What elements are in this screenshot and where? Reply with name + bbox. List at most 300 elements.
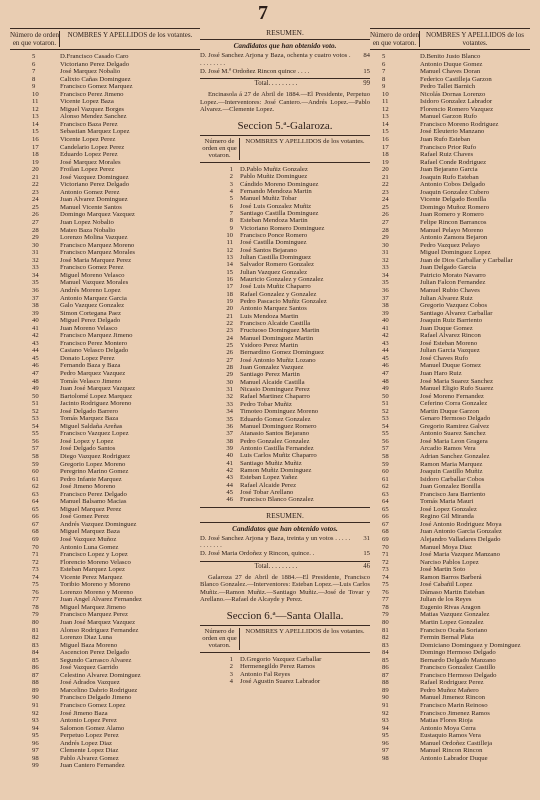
voter-name: Tomás Velasco Jimeno bbox=[60, 377, 122, 385]
voter-row bbox=[10, 408, 200, 416]
voter-name: Julian Garcia Vazquez bbox=[420, 347, 480, 355]
voter-number: 13 bbox=[382, 113, 389, 121]
voter-number: 1 bbox=[229, 165, 233, 173]
voter-number: 81 bbox=[32, 626, 39, 634]
voter-name: Manuel Vazquez Morales bbox=[60, 279, 129, 287]
voter-number: 36 bbox=[32, 286, 39, 294]
voter-row bbox=[370, 234, 530, 242]
voter-name: José Luis Muñiz Chaparro bbox=[240, 283, 311, 291]
voter-number: 60 bbox=[32, 468, 39, 476]
voter-name: Tomás Maria Mauri bbox=[420, 498, 474, 506]
voter-row bbox=[370, 257, 530, 265]
voter-row bbox=[10, 755, 200, 763]
voter-number: 65 bbox=[32, 505, 39, 513]
voter-name: Manuel Eligio Rufo Suarez bbox=[420, 385, 494, 393]
voter-name: Genaro Hermoso Delgado bbox=[420, 415, 491, 423]
voter-row bbox=[10, 694, 200, 702]
voter-number: 9 bbox=[382, 83, 386, 91]
voter-row bbox=[370, 181, 530, 189]
voter-number: 93 bbox=[32, 717, 39, 725]
voter-row bbox=[370, 98, 530, 106]
voter-number: 97 bbox=[382, 747, 389, 755]
voter-row bbox=[370, 385, 530, 393]
voter-name: Matias Flores Rioja bbox=[420, 717, 473, 725]
voter-number: 62 bbox=[382, 483, 389, 491]
voter-number: 33 bbox=[382, 264, 389, 272]
voter-row bbox=[10, 287, 200, 295]
voter-name: Rafael Ruiz Chaves bbox=[420, 151, 474, 159]
voter-number: 46 bbox=[226, 496, 233, 504]
voter-name: Miguel Marquez Perez bbox=[60, 505, 122, 513]
voter-number: 86 bbox=[382, 664, 389, 672]
voter-number: 58 bbox=[32, 452, 39, 460]
voter-number: 42 bbox=[226, 466, 233, 474]
voter-name: Miguel Saldaña Areñas bbox=[60, 422, 123, 430]
voter-row bbox=[370, 596, 530, 604]
voter-name: Isidoro Carballar Cobos bbox=[420, 475, 485, 483]
voter-row bbox=[370, 121, 530, 129]
voter-name: Pedro Infante Marquez bbox=[60, 475, 122, 483]
voter-number: 93 bbox=[382, 717, 389, 725]
voter-number: 34 bbox=[382, 271, 389, 279]
voter-number: 26 bbox=[382, 211, 389, 219]
voter-row bbox=[10, 393, 200, 401]
candidate-votes: 15 bbox=[363, 67, 370, 75]
voter-name: Pedro Vazquez Pelayo bbox=[420, 241, 480, 249]
voter-name: Juan José Marquez Vazquez bbox=[60, 385, 136, 393]
voter-row bbox=[10, 702, 200, 710]
voter-row bbox=[370, 272, 530, 280]
closing-paragraph: Galaroza 27 de Abril de 1884.—El Presidente, Francisco Blanco Gonzalez.—Interventores: Esteban Lopez.—Luis Carlos Muñiz.—Ramon Muñiz.—Santiago Muñiz.—José de Tovar y Arellano.—Rafael de Alcayde y Perez. bbox=[200, 574, 370, 604]
voter-number: 9 bbox=[32, 83, 36, 91]
voter-row bbox=[370, 151, 530, 159]
voter-name: Pedro Tallet Barnich bbox=[420, 83, 476, 91]
voter-row bbox=[10, 762, 200, 770]
voter-row bbox=[200, 496, 370, 503]
voter-name: Ascencion Perez Delgado bbox=[60, 649, 130, 657]
voter-name: Esteban Marquez Lopez bbox=[60, 566, 125, 574]
voter-row bbox=[10, 189, 200, 197]
voter-name: Adrian Sanchez Gonzalez bbox=[420, 452, 490, 460]
voter-name: Joaquin Rufo Esteban bbox=[420, 173, 479, 181]
voter-number: 80 bbox=[382, 619, 389, 627]
voter-row bbox=[370, 249, 530, 257]
voter-number: 41 bbox=[32, 324, 39, 332]
voter-row bbox=[10, 166, 200, 174]
voter-name: Lorenzo Molina Vazquez bbox=[60, 234, 128, 242]
voter-number: 67 bbox=[382, 520, 389, 528]
voter-row bbox=[370, 264, 530, 272]
voter-row bbox=[370, 166, 530, 174]
voter-row bbox=[370, 445, 530, 453]
voter-row bbox=[370, 400, 530, 408]
voter-name: Esteban Lopez Yañez bbox=[240, 474, 298, 482]
voter-name: Diego Vazquez Rodriguez bbox=[60, 452, 131, 460]
voter-name: José Maria Marquez Perez bbox=[60, 256, 132, 264]
voter-row bbox=[370, 378, 530, 386]
voter-name: Francisco Gomez Marquez bbox=[60, 83, 133, 91]
voter-name: Simon Cortegana Paez bbox=[60, 309, 121, 317]
voter-number: 96 bbox=[32, 739, 39, 747]
voter-number: 14 bbox=[382, 120, 389, 128]
voter-name: Francisco Prior Rufo bbox=[420, 143, 477, 151]
voter-row bbox=[370, 710, 530, 718]
voter-row bbox=[370, 513, 530, 521]
voter-names-header: NOMBRES Y APELLIDOS de los votantes. bbox=[245, 137, 365, 145]
voter-name: José Tobar Arellano bbox=[240, 488, 294, 496]
voter-number: 11 bbox=[32, 98, 39, 106]
voter-number: 18 bbox=[226, 290, 233, 298]
voter-number: 29 bbox=[226, 371, 233, 379]
voter-name: Tomás Marquez Baza bbox=[60, 415, 119, 423]
voter-number: 27 bbox=[32, 219, 39, 227]
voter-row bbox=[10, 649, 200, 657]
voter-name: Francisco Ponce Romero bbox=[240, 231, 308, 239]
voter-row bbox=[370, 717, 530, 725]
voter-row bbox=[200, 474, 370, 481]
voter-row bbox=[200, 210, 370, 217]
voter-number: 98 bbox=[382, 754, 389, 762]
voter-number: 85 bbox=[382, 656, 389, 664]
voter-name: Antonio Labrador Duque bbox=[420, 754, 488, 762]
voter-name: Juan Bejarano Garcia bbox=[420, 166, 478, 174]
voter-name: D.Benito Justo Blanco bbox=[420, 53, 481, 60]
voter-row bbox=[10, 106, 200, 114]
candidate-row bbox=[200, 68, 370, 76]
voter-row bbox=[370, 649, 530, 657]
voter-number: 87 bbox=[32, 671, 39, 679]
voter-row bbox=[370, 551, 530, 559]
voter-number: 37 bbox=[32, 294, 39, 302]
voter-name: D.Gregorio Vazquez Carballar bbox=[240, 655, 322, 663]
voter-number: 50 bbox=[382, 392, 389, 400]
voter-name: Manuel Dominguez Romero bbox=[240, 422, 317, 430]
voter-name: Francisco Lopez y Lopez bbox=[60, 551, 128, 559]
voter-number: 31 bbox=[226, 386, 233, 394]
voter-name: Juan Cantero Fernandez bbox=[60, 762, 125, 770]
voter-row bbox=[370, 468, 530, 476]
voter-name: Bernardino Gomez Dominguez bbox=[240, 349, 324, 357]
voter-name: Juan Haro Ruiz bbox=[420, 369, 462, 377]
voter-name: Francisco Jimenez Ramos bbox=[420, 709, 490, 717]
voter-number: 11 bbox=[382, 98, 389, 106]
voter-name: Froilan Lopez Perez bbox=[60, 166, 115, 174]
voter-row bbox=[200, 181, 370, 188]
voter-row bbox=[10, 159, 200, 167]
voter-name: Domingo Marquez Vazquez bbox=[60, 211, 135, 219]
voter-name: Julian Castilla Dominguez bbox=[240, 253, 311, 261]
voter-number: 79 bbox=[32, 611, 39, 619]
voter-number: 12 bbox=[226, 246, 233, 254]
voter-number: 68 bbox=[382, 528, 389, 536]
voter-name: Antonio Suarez Sanchez bbox=[420, 430, 486, 438]
voter-name: Florencio Moreno Velasco bbox=[60, 558, 131, 566]
voter-number: 28 bbox=[226, 364, 233, 372]
voter-row bbox=[200, 482, 370, 489]
voter-name: Miguel Dominguez Lopez bbox=[420, 249, 491, 257]
voter-number: 77 bbox=[32, 596, 39, 604]
voter-row bbox=[370, 747, 530, 755]
voter-number: 39 bbox=[382, 309, 389, 317]
voter-name: Rafael Gonzalez y Gonzalez bbox=[240, 290, 317, 298]
section-6-title: Seccion 6.ª—Santa Olalla. bbox=[226, 609, 344, 622]
voter-number: 20 bbox=[32, 166, 39, 174]
voter-name: José Maria Leon Gragera bbox=[420, 437, 488, 445]
voter-number: 19 bbox=[382, 158, 389, 166]
voter-name: José Chaves Rufo bbox=[420, 354, 468, 362]
voter-number: 91 bbox=[382, 702, 389, 710]
voter-row bbox=[370, 634, 530, 642]
voter-table-header bbox=[370, 28, 530, 50]
voter-name: Miguel Perez Delgado bbox=[60, 317, 121, 325]
voter-number: 14 bbox=[226, 261, 233, 269]
voter-name: Julian Vazquez Gonzalez bbox=[240, 268, 308, 276]
voter-row bbox=[10, 679, 200, 687]
voter-row bbox=[10, 627, 200, 635]
voter-name: Francisco Gomez Perez bbox=[60, 264, 124, 272]
voter-row bbox=[10, 121, 200, 129]
voter-row bbox=[10, 717, 200, 725]
voter-name: José Gomez Perez bbox=[60, 513, 110, 521]
voter-number: 94 bbox=[382, 724, 389, 732]
voter-row bbox=[370, 627, 530, 635]
candidate-name: D. José Sanchez Arjona y Baza, treinta y un votos . . . . . . . . . . . . bbox=[200, 534, 351, 550]
voter-row bbox=[200, 386, 370, 393]
voter-number: 92 bbox=[382, 709, 389, 717]
voter-row bbox=[200, 254, 370, 261]
voter-number: 41 bbox=[226, 459, 233, 467]
voter-name: Victoriano Perez Delgado bbox=[60, 181, 130, 189]
voter-number: 65 bbox=[382, 505, 389, 513]
candidates-subtitle: Candidatos que han obtenido votos. bbox=[232, 524, 338, 533]
voter-number: 21 bbox=[226, 312, 233, 320]
voter-number: 62 bbox=[32, 483, 39, 491]
voter-row bbox=[10, 211, 200, 219]
voter-row bbox=[10, 61, 200, 69]
voter-row bbox=[370, 611, 530, 619]
voter-number: 30 bbox=[382, 241, 389, 249]
voter-name: Santiago Alvarez Carballar bbox=[420, 309, 493, 317]
voter-number: 2 bbox=[229, 173, 233, 181]
voter-name: José Martin Soto bbox=[420, 566, 466, 574]
voter-name: Perpetuo Lopez Perez bbox=[60, 732, 119, 740]
voter-number: 49 bbox=[32, 385, 39, 393]
voter-row bbox=[370, 483, 530, 491]
total-row bbox=[200, 561, 370, 571]
voter-row bbox=[10, 634, 200, 642]
voter-name: Manuel Duque Gomez bbox=[420, 362, 481, 370]
voter-number: 78 bbox=[32, 603, 39, 611]
voter-number: 52 bbox=[382, 407, 389, 415]
voter-number: 12 bbox=[382, 105, 389, 113]
voter-number: 24 bbox=[32, 196, 39, 204]
voter-name: José Lopez y Lopez bbox=[60, 437, 114, 445]
voter-number: 45 bbox=[32, 354, 39, 362]
voter-row bbox=[370, 498, 530, 506]
voter-name: José Marquez Morales bbox=[60, 158, 121, 166]
order-number-header: Número de orden en que votaron. bbox=[10, 31, 59, 47]
voter-name: Francisco Alcaide Castilla bbox=[240, 320, 311, 328]
voter-name: Manuel Rubio Chaves bbox=[420, 286, 480, 294]
voter-name: José Cabañil Lopez bbox=[420, 581, 473, 589]
voter-number: 13 bbox=[226, 253, 233, 261]
voter-name: Eduardo Gomez Gonzalez bbox=[240, 415, 311, 423]
voter-row bbox=[10, 272, 200, 280]
voter-number: 22 bbox=[32, 181, 39, 189]
voter-row bbox=[10, 196, 200, 204]
voter-name: Antonio Lopez Perez bbox=[60, 717, 117, 725]
voter-number: 78 bbox=[382, 603, 389, 611]
voter-number: 28 bbox=[382, 226, 389, 234]
voter-number: 21 bbox=[32, 173, 39, 181]
voter-name: Juan Moreno Velasco bbox=[60, 324, 118, 332]
voter-name: José Jimeno Baza bbox=[60, 709, 108, 717]
voter-row bbox=[370, 642, 530, 650]
voter-row bbox=[370, 174, 530, 182]
voter-name: José Vazquez Garrido bbox=[60, 664, 119, 672]
voter-name: Andrés Vazquez Dominguez bbox=[60, 520, 137, 528]
voter-row bbox=[10, 332, 200, 340]
voter-number: 24 bbox=[226, 334, 233, 342]
voter-number: 28 bbox=[32, 226, 39, 234]
voter-row bbox=[200, 247, 370, 254]
voter-name: Jacinto Rodriguez Moreno bbox=[60, 400, 132, 408]
voter-name: Vicente Lopez Perez bbox=[60, 136, 116, 144]
voter-number: 66 bbox=[382, 513, 389, 521]
voter-row bbox=[10, 144, 200, 152]
voter-row bbox=[10, 219, 200, 227]
voter-number: 40 bbox=[226, 452, 233, 460]
voter-row bbox=[10, 264, 200, 272]
voter-number: 8 bbox=[229, 217, 233, 225]
voter-number: 66 bbox=[32, 513, 39, 521]
voter-name: Juan Delgado Garcia bbox=[420, 264, 477, 272]
voter-number: 89 bbox=[382, 686, 389, 694]
voter-row bbox=[10, 732, 200, 740]
voter-row bbox=[200, 393, 370, 400]
voter-number: 69 bbox=[32, 536, 39, 543]
voter-row bbox=[370, 574, 530, 582]
voter-number: 33 bbox=[226, 400, 233, 408]
voter-number: 37 bbox=[382, 294, 389, 302]
voter-number: 74 bbox=[382, 573, 389, 581]
voter-number: 24 bbox=[382, 196, 389, 204]
voter-row bbox=[370, 408, 530, 416]
voter-number: 43 bbox=[226, 474, 233, 482]
order-number-header: Número de orden en que votaron. bbox=[200, 628, 240, 650]
voter-number: 4 bbox=[229, 677, 233, 685]
total-label: Total. . . . . . . . . bbox=[254, 80, 298, 88]
voter-number: 30 bbox=[32, 241, 39, 249]
voter-number: 3 bbox=[229, 670, 233, 678]
voter-row bbox=[10, 317, 200, 325]
voter-number: 42 bbox=[382, 332, 389, 340]
voter-row bbox=[370, 687, 530, 695]
candidate-votes: 84 bbox=[363, 52, 370, 59]
voter-name: José Luis Gonzalez Muñiz bbox=[240, 202, 312, 210]
voter-row bbox=[200, 276, 370, 283]
voter-name: Alonso Rodriguez Fernandez bbox=[60, 626, 139, 634]
voter-row bbox=[200, 671, 370, 678]
voter-number: 30 bbox=[226, 378, 233, 386]
voter-names-header: NOMBRES Y APELLIDOS de los votantes. bbox=[426, 31, 524, 47]
total-value: 99 bbox=[363, 80, 370, 88]
middle-column bbox=[200, 28, 370, 685]
voter-row bbox=[370, 694, 530, 702]
voter-row bbox=[10, 415, 200, 423]
voter-row bbox=[370, 113, 530, 121]
voter-name: Juan Antonio Garcia Gonzalez bbox=[420, 528, 502, 536]
voter-number: 32 bbox=[226, 393, 233, 401]
voter-row bbox=[370, 657, 530, 665]
voter-row bbox=[200, 364, 370, 371]
voter-row bbox=[370, 159, 530, 167]
voter-number: 2 bbox=[229, 663, 233, 671]
voter-row bbox=[10, 227, 200, 235]
voter-name: Julian Falcon Fernandez bbox=[420, 279, 486, 287]
voter-name: Manuel Balsamo Macias bbox=[60, 498, 127, 506]
voter-number: 42 bbox=[32, 332, 39, 340]
voter-row bbox=[200, 335, 370, 342]
voter-row bbox=[370, 144, 530, 152]
voter-row bbox=[10, 521, 200, 529]
voter-name: José Antonio Muñiz Lozano bbox=[240, 356, 316, 364]
voter-name: Ramon Maria Marquez bbox=[420, 460, 483, 468]
voter-number: 56 bbox=[32, 437, 39, 445]
voter-name: Francisco Marquez Morales bbox=[60, 249, 136, 257]
voter-name: Juan Lopez Nobalio bbox=[60, 219, 114, 227]
voter-row bbox=[370, 664, 530, 672]
voter-row bbox=[10, 483, 200, 491]
voter-name: Francisco Ocaña Soriano bbox=[420, 626, 488, 634]
voter-row bbox=[370, 211, 530, 219]
voter-row bbox=[370, 317, 530, 325]
voter-number: 99 bbox=[32, 762, 39, 770]
voter-row bbox=[370, 91, 530, 99]
voter-number: 26 bbox=[226, 349, 233, 357]
voter-name: Salvador Romero Gonzalez bbox=[240, 261, 314, 269]
voter-row bbox=[200, 423, 370, 430]
voter-number: 57 bbox=[382, 445, 389, 453]
voter-number: 88 bbox=[382, 679, 389, 687]
voter-name: Rafael Rodriguez Perez bbox=[420, 679, 484, 687]
voter-number: 54 bbox=[32, 422, 39, 430]
voter-number: 75 bbox=[32, 581, 39, 589]
voter-row bbox=[10, 581, 200, 589]
voter-name: Juan Angel Alvarez Fernandez bbox=[60, 596, 142, 604]
voter-row bbox=[370, 189, 530, 197]
voter-number: 91 bbox=[32, 702, 39, 710]
voter-name: Timoteo Dominguez Moreno bbox=[240, 408, 319, 416]
voter-row bbox=[370, 128, 530, 136]
voter-name: Francisco Marin Reinoso bbox=[420, 702, 488, 710]
voter-name: Lorenzo Moreno y Moreno bbox=[60, 588, 133, 596]
voter-number: 21 bbox=[382, 173, 389, 181]
voter-row bbox=[370, 566, 530, 574]
voter-name: José Delgado Barrero bbox=[60, 407, 118, 415]
voter-name: Rafael Alvarez Rincon bbox=[420, 332, 481, 340]
voter-row bbox=[200, 173, 370, 180]
voter-row bbox=[200, 283, 370, 290]
voter-row bbox=[10, 453, 200, 461]
voter-row bbox=[370, 295, 530, 303]
voter-name: Victoriano Perez Delgado bbox=[60, 60, 130, 68]
voter-name: Antonio Marquez Garcia bbox=[60, 294, 127, 302]
voter-name: Francisco Blanco Gonzalez bbox=[240, 496, 314, 504]
voter-name: Arcadio Ramos Vera bbox=[420, 445, 476, 453]
voter-row bbox=[10, 544, 200, 552]
voter-row bbox=[200, 269, 370, 276]
